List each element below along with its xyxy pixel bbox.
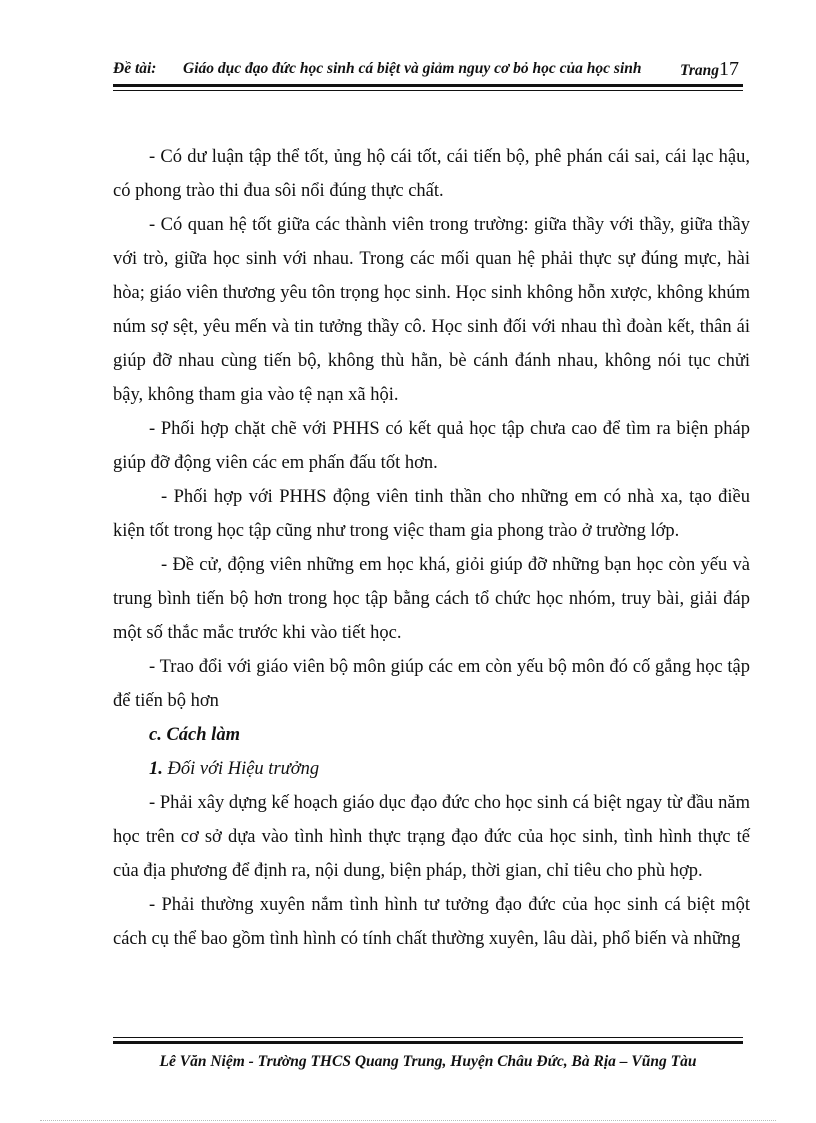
header-label: Đề tài: [113,60,157,77]
document-body [113,140,750,956]
paragraph: - Phối hợp chặt chẽ với PHHS có kết quả học tập chưa cao để tìm ra biện pháp giúp đỡ động viên các em phấn đấu tốt hơn. [113,419,750,473]
footer-rule-thick [113,1041,743,1044]
header-page [680,56,739,84]
subheading [113,752,750,786]
header-rule-thick [113,84,743,87]
page-bottom-border [40,1120,776,1121]
footer-rule-thin [113,1037,743,1038]
paragraph: - Phải thường xuyên nắm tình hình tư tưởng đạo đức của học sinh cá biệt một cách cụ thể bao gồm tình hình có tính chất thường xuyên, lâu dài, phổ biến và những [113,895,750,949]
paragraph: - Có quan hệ tốt giữa các thành viên trong trường: giữa thầy với thầy, giữa thầy với trò, giữa học sinh với nhau. Trong các mối quan hệ phải thực sự đúng mực, hài hòa; giáo viên thương yêu tôn trọng học sinh. Học sinh không hỗn xược, không khúm núm sợ sệt, yêu mến và tin tưởng thầy cô. Học sinh đối với nhau thì đoàn kết, thân ái giúp đỡ nhau cùng tiến bộ, không thù hằn, bè cánh đánh nhau, không nói tục chửi bậy, không tham gia vào tệ nạn xã hội. [113,215,750,405]
section-heading: c. Cách làm [149,725,240,745]
paragraph: - Có dư luận tập thể tốt, ủng hộ cái tốt, cái tiến bộ, phê phán cái sai, cái lạc hậu, có phong trào thi đua sôi nổi đúng thực chất. [113,147,750,201]
paragraph: - Phải xây dựng kế hoạch giáo dục đạo đức cho học sinh cá biệt ngay từ đầu năm học trên cơ sở dựa vào tình hình thực trạng đạo đức của học sinh, tình hình thực tế của địa phương để định ra, nội dung, biện pháp, thời gian, chỉ tiêu cho phù hợp. [113,793,750,881]
paragraph: - Đề cử, động viên những em học khá, giỏi giúp đỡ những bạn học còn yếu và trung bình tiến bộ hơn trong học tập bằng cách tổ chức học nhóm, truy bài, giải đáp một số thắc mắc trước khi vào tiết học. [113,555,750,643]
subheading-number: 1. [149,759,163,779]
paragraph: - Trao đổi với giáo viên bộ môn giúp các em còn yếu bộ môn đó cố gắng học tập để tiến bộ hơn [113,657,750,711]
header-rule-thin [113,90,743,91]
page-label: Trang [679,62,719,79]
paragraph: - Phối hợp với PHHS động viên tinh thần cho những em có nhà xa, tạo điều kiện tốt trong học tập cũng như trong việc tham gia phong trào ở trường lớp. [113,487,750,541]
subheading-text: Đối với Hiệu trưởng [167,759,320,779]
page-number: 17 [719,58,739,80]
header-topic: Giáo dục đạo đức học sinh cá biệt và giảm nguy cơ bỏ học của học sinh [183,60,642,77]
page-header [113,56,743,82]
page-footer: Lê Văn Niệm - Trường THCS Quang Trung, Huyện Châu Đức, Bà Rịa – Vũng Tàu [159,1053,697,1070]
